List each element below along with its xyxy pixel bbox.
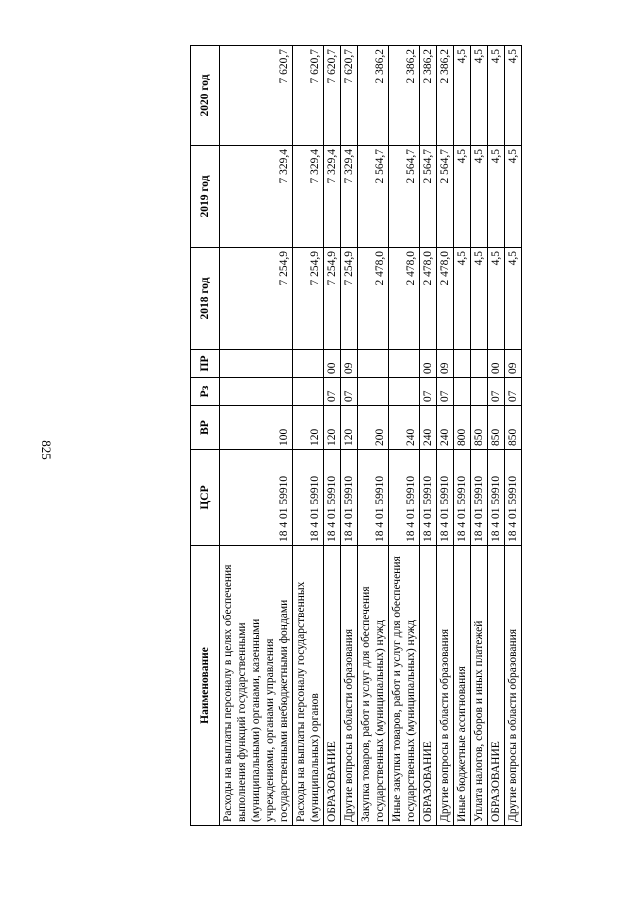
cell-rz: 07 [505,378,522,406]
cell-pr: 00 [420,350,437,378]
cell-pr [389,350,420,378]
cell-rz [358,378,389,406]
cell-2018: 4,5 [488,248,505,350]
table-row [471,46,488,826]
cell-2019: 2 564,7 [420,146,437,248]
cell-2018: 2 478,0 [420,248,437,350]
cell-2019: 7 329,4 [220,146,293,248]
cell-name: Иные бюджетные ассигнования [454,546,471,826]
cell-name: ОБРАЗОВАНИЕ [324,546,341,826]
cell-name: Закупка товаров, работ и услуг для обеспечения государственных (муниципальных) нужд [358,546,389,826]
cell-pr: 00 [488,350,505,378]
cell-2018: 7 254,9 [220,248,293,350]
cell-name: Другие вопросы в области образования [437,546,454,826]
cell-vr: 240 [437,406,454,450]
cell-2020: 4,5 [471,46,488,146]
cell-2020: 7 620,7 [220,46,293,146]
header-2019: 2019 год [191,146,220,248]
cell-pr [358,350,389,378]
cell-vr: 120 [341,406,358,450]
cell-2019: 4,5 [488,146,505,248]
table-row [389,46,420,826]
cell-2020: 7 620,7 [341,46,358,146]
cell-2020: 7 620,7 [293,46,324,146]
cell-2019: 7 329,4 [293,146,324,248]
cell-vr: 200 [358,406,389,450]
cell-2018: 2 478,0 [358,248,389,350]
table-row [358,46,389,826]
cell-2019: 4,5 [505,146,522,248]
cell-2018: 4,5 [505,248,522,350]
cell-vr: 850 [488,406,505,450]
cell-2019: 4,5 [471,146,488,248]
cell-2019: 2 564,7 [437,146,454,248]
rotated-table-wrapper [190,46,519,826]
cell-vr: 240 [389,406,420,450]
cell-name: Уплата налогов, сборов и иных платежей [471,546,488,826]
cell-2019: 7 329,4 [324,146,341,248]
header-csr: ЦСР [191,450,220,546]
cell-2018: 2 478,0 [389,248,420,350]
header-rz: Рз [191,378,220,406]
cell-name: ОБРАЗОВАНИЕ [420,546,437,826]
cell-2019: 2 564,7 [389,146,420,248]
cell-pr [471,350,488,378]
cell-name: Другие вопросы в области образования [341,546,358,826]
table-row [454,46,471,826]
budget-table [190,45,522,826]
header-pr: ПР [191,350,220,378]
cell-rz [293,378,324,406]
table-row [324,46,341,826]
cell-2020: 4,5 [488,46,505,146]
cell-pr: 09 [505,350,522,378]
cell-csr: 18 4 01 59910 [293,450,324,546]
table-row [220,46,293,826]
cell-name: Расходы на выплаты персоналу в целях обеспечения выполнения функций государственными (муниципальными) органами, казенными учреждениями, органами управления государственными внебюджетными фондами [220,546,293,826]
cell-csr: 18 4 01 59910 [358,450,389,546]
cell-csr: 18 4 01 59910 [341,450,358,546]
cell-pr [220,350,293,378]
cell-name: Другие вопросы в области образования [505,546,522,826]
cell-csr: 18 4 01 59910 [420,450,437,546]
table-row [437,46,454,826]
cell-name: ОБРАЗОВАНИЕ [488,546,505,826]
table-header-row [191,46,220,826]
cell-2020: 7 620,7 [324,46,341,146]
cell-vr: 850 [505,406,522,450]
header-2018: 2018 год [191,248,220,350]
cell-csr: 18 4 01 59910 [389,450,420,546]
cell-pr: 09 [437,350,454,378]
table-row [505,46,522,826]
header-vr: ВР [191,406,220,450]
cell-csr: 18 4 01 59910 [488,450,505,546]
cell-rz [220,378,293,406]
cell-2020: 2 386,2 [437,46,454,146]
cell-pr: 00 [324,350,341,378]
cell-2018: 4,5 [454,248,471,350]
cell-2019: 2 564,7 [358,146,389,248]
cell-vr: 120 [324,406,341,450]
cell-pr [293,350,324,378]
cell-vr: 100 [220,406,293,450]
cell-rz: 07 [437,378,454,406]
header-name: Наименование [191,546,220,826]
cell-2020: 2 386,2 [420,46,437,146]
cell-rz: 07 [420,378,437,406]
cell-2018: 2 478,0 [437,248,454,350]
cell-csr: 18 4 01 59910 [471,450,488,546]
cell-rz [389,378,420,406]
cell-pr: 09 [341,350,358,378]
cell-rz: 07 [488,378,505,406]
cell-name: Иные закупки товаров, работ и услуг для обеспечения государственных (муниципальных) нужд [389,546,420,826]
cell-vr: 240 [420,406,437,450]
cell-2018: 7 254,9 [341,248,358,350]
cell-2019: 4,5 [454,146,471,248]
page-number: 825 [38,440,54,460]
cell-name: Расходы на выплаты персоналу государственных (муниципальных) органов [293,546,324,826]
cell-csr: 18 4 01 59910 [437,450,454,546]
header-2020: 2020 год [191,46,220,146]
cell-2018: 7 254,9 [293,248,324,350]
table-body [220,46,522,826]
cell-vr: 850 [471,406,488,450]
cell-2018: 7 254,9 [324,248,341,350]
cell-2020: 2 386,2 [358,46,389,146]
cell-rz: 07 [341,378,358,406]
cell-rz [454,378,471,406]
cell-2020: 4,5 [454,46,471,146]
cell-csr: 18 4 01 59910 [324,450,341,546]
cell-pr [454,350,471,378]
cell-vr: 120 [293,406,324,450]
cell-rz [471,378,488,406]
table-row [420,46,437,826]
cell-2019: 7 329,4 [341,146,358,248]
cell-csr: 18 4 01 59910 [505,450,522,546]
cell-2018: 4,5 [471,248,488,350]
table-row [293,46,324,826]
table-row [341,46,358,826]
table-row [488,46,505,826]
cell-csr: 18 4 01 59910 [454,450,471,546]
cell-csr: 18 4 01 59910 [220,450,293,546]
cell-2020: 4,5 [505,46,522,146]
cell-2020: 2 386,2 [389,46,420,146]
cell-vr: 800 [454,406,471,450]
cell-rz: 07 [324,378,341,406]
